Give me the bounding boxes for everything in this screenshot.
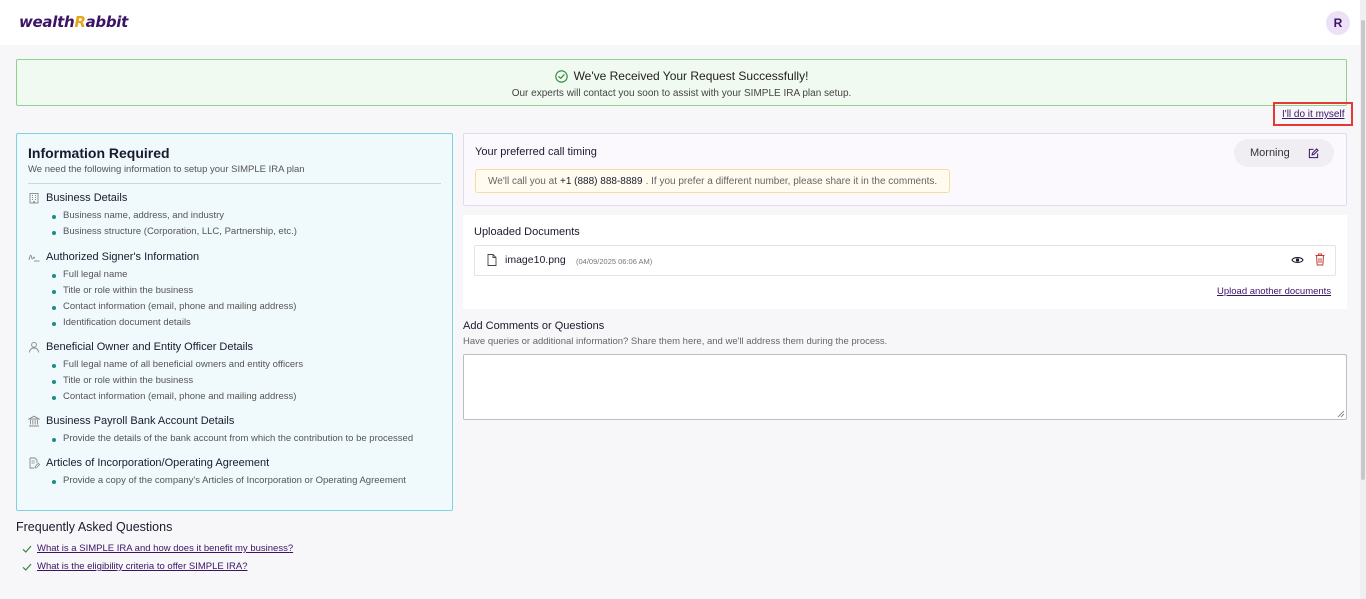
faq-link[interactable]: What is a SIMPLE IRA and how does it benefit my business?	[37, 543, 294, 554]
success-banner-title: We've Received Your Request Successfully!	[573, 69, 809, 83]
check-icon	[22, 562, 32, 572]
list-item: Full legal name	[52, 267, 296, 283]
call-note-suffix: . If you prefer a different number, please share it in the comments.	[645, 175, 938, 187]
section-title: Business Details	[46, 192, 128, 204]
check-icon	[22, 544, 32, 554]
file-icon	[487, 254, 497, 266]
section-title: Beneficial Owner and Entity Officer Details	[46, 341, 254, 353]
file-date: (04/09/2025 06:06 AM)	[576, 257, 653, 266]
file-name: image10.png	[505, 254, 566, 266]
section-articles-of-incorporation	[28, 456, 406, 489]
list-item: Business name, address, and industry	[52, 208, 297, 224]
section-header	[28, 191, 297, 205]
resize-grip-icon[interactable]	[1337, 410, 1345, 418]
bank-icon	[28, 415, 40, 427]
section-beneficial-owner	[28, 340, 303, 405]
section-header	[28, 456, 406, 470]
list-item: Provide the details of the bank account from which the contribution to be processed	[52, 431, 413, 447]
section-payroll-bank	[28, 414, 413, 447]
section-title: Business Payroll Bank Account Details	[46, 415, 235, 427]
success-banner-subtitle: Our experts will contact you soon to assist with your SIMPLE IRA plan setup.	[511, 88, 852, 99]
check-circle-icon	[555, 70, 568, 83]
call-phone-note	[475, 169, 950, 193]
list-item: Provide a copy of the company's Articles of Incorporation or Operating Agreement	[52, 473, 406, 489]
uploaded-documents-title: Uploaded Documents	[474, 226, 580, 238]
eye-icon[interactable]	[1291, 254, 1304, 266]
faq-item	[22, 561, 248, 572]
faq-link[interactable]: What is the eligibility criteria to offer SIMPLE IRA?	[37, 561, 248, 572]
uploaded-file-row	[474, 245, 1336, 276]
trash-icon[interactable]	[1315, 253, 1325, 266]
uploaded-documents-card	[463, 215, 1347, 309]
information-required-title: Information Required	[28, 145, 170, 161]
edit-icon[interactable]	[1308, 148, 1319, 159]
list-item: Title or role within the business	[52, 283, 296, 299]
list-item: Business structure (Corporation, LLC, Partnership, etc.)	[52, 224, 297, 240]
top-bar	[0, 0, 1362, 45]
section-title: Articles of Incorporation/Operating Agreement	[46, 457, 270, 469]
faq-item	[22, 543, 293, 554]
list-item: Contact information (email, phone and mailing address)	[52, 299, 296, 315]
list-item: Title or role within the business	[52, 373, 303, 389]
success-banner	[16, 59, 1347, 106]
comments-textarea[interactable]	[463, 354, 1347, 420]
scrollbar-thumb[interactable]	[1361, 20, 1365, 480]
call-timing-title: Your preferred call timing	[475, 146, 597, 158]
comments-title: Add Comments or Questions	[463, 320, 605, 332]
upload-another-documents-link[interactable]: Upload another documents	[1217, 286, 1332, 297]
call-phone-number: +1 (888) 888-8889	[559, 175, 643, 187]
wealthrabbit-logo[interactable]: wealthRabbit	[19, 13, 129, 31]
building-icon	[28, 192, 40, 204]
list-item: Full legal name of all beneficial owners and entity officers	[52, 357, 303, 373]
section-title: Authorized Signer's Information	[46, 251, 200, 263]
call-timing-value: Morning	[1250, 147, 1290, 159]
faq-title: Frequently Asked Questions	[16, 520, 173, 534]
section-header	[28, 340, 303, 354]
document-edit-icon	[28, 457, 40, 469]
list-item: Identification document details	[52, 315, 296, 331]
list-item: Contact information (email, phone and mailing address)	[52, 389, 303, 405]
avatar[interactable]: R	[1326, 11, 1350, 35]
person-icon	[28, 341, 40, 353]
call-timing-card	[463, 133, 1347, 206]
success-banner-title-row	[17, 69, 1346, 83]
page-scrollbar[interactable]	[1360, 0, 1366, 599]
information-required-panel	[16, 133, 453, 511]
signature-icon	[28, 251, 40, 263]
section-header	[28, 250, 296, 264]
section-authorized-signer	[28, 250, 296, 331]
section-header	[28, 414, 413, 428]
information-required-lead: We need the following information to setup your SIMPLE IRA plan	[28, 164, 305, 175]
comments-subtitle: Have queries or additional information? Share them here, and we'll address them during the process.	[463, 336, 888, 347]
call-timing-selector[interactable]	[1234, 139, 1334, 167]
section-business-details	[28, 191, 297, 240]
do-it-myself-link[interactable]: I'll do it myself	[1282, 109, 1345, 120]
divider	[28, 183, 441, 184]
call-note-prefix: We'll call you at	[488, 175, 557, 187]
